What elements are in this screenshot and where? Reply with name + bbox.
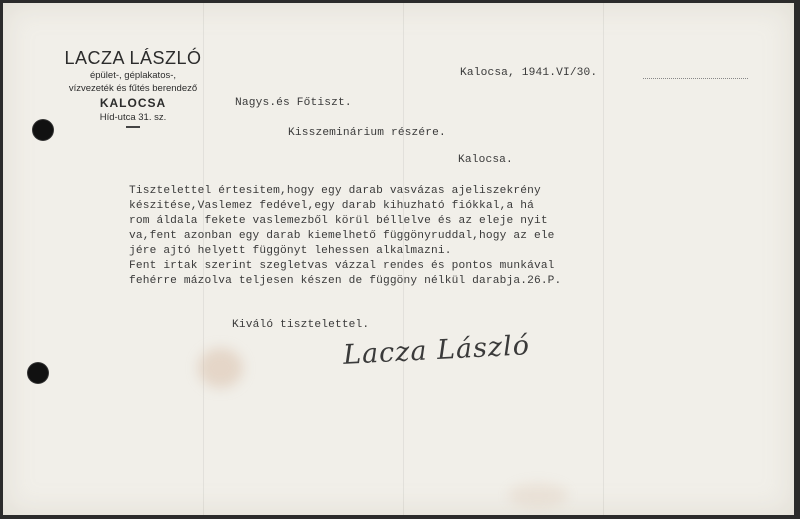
body-line: Fent irtak szerint szegletvas vázzal rendes és pontos munkával xyxy=(129,260,555,272)
body-line: Tisztelettel értesitem,hogy egy darab vasvázas ajeliszekrény xyxy=(129,185,541,197)
recipient-line3: Kalocsa. xyxy=(458,154,513,166)
letter-date: Kalocsa, 1941.VI/30. xyxy=(460,67,598,79)
paper-stain xyxy=(198,348,243,388)
punch-hole xyxy=(33,120,53,140)
letterhead-name: LACZA LÁSZLÓ xyxy=(64,48,202,68)
body-line: rom áldala fekete vaslemezből körül béllelve és az eleje nyit xyxy=(129,215,548,227)
body-line: fehérre mázolva teljesen készen de függöny nélkül darabja.26.P. xyxy=(129,275,562,287)
body-line: jére ajtó helyett függönyt lehessen alkalmazni. xyxy=(129,245,452,257)
body-line: va,fent azonban egy darab kiemelhető függönyruddal,hogy az ele xyxy=(129,230,555,242)
letter-body xyxy=(129,184,561,289)
handwritten-signature: Lacza László xyxy=(342,330,531,371)
letter-closing: Kiváló tisztelettel. xyxy=(232,319,370,331)
fold-line xyxy=(603,3,604,515)
letterhead-trade-line1: épület-, géplakatos-, xyxy=(89,70,177,81)
letterhead-city: KALOCSA xyxy=(99,96,167,110)
recipient-line1: Nagys.és Főtiszt. xyxy=(235,97,352,109)
letter-sheet xyxy=(3,3,794,515)
body-line: készitése,Vaslemez fedével,egy darab kihuzható fiókkal,a há xyxy=(129,200,534,212)
letterhead-trade-line2: vízvezeték és fűtés berendező xyxy=(68,83,198,94)
letterhead-rule xyxy=(126,126,140,128)
punch-hole xyxy=(28,363,48,383)
date-dotted-line xyxy=(643,78,748,79)
recipient-line2: Kisszeminárium részére. xyxy=(288,127,446,139)
letterhead-address: Híd-utca 31. sz. xyxy=(99,112,167,123)
paper-stain xyxy=(508,483,568,508)
letterhead xyxy=(53,47,213,128)
